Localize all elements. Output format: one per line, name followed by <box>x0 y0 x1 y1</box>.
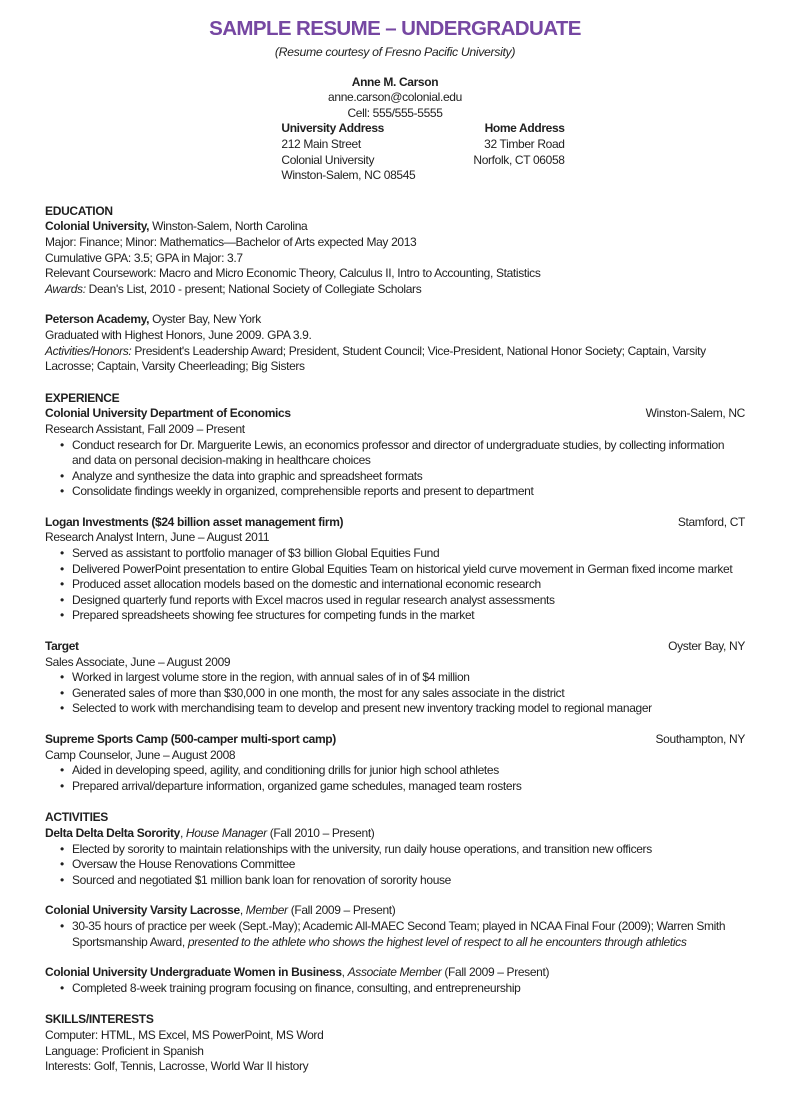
education-detail: Major: Finance; Minor: Mathematics—Bachelor of Arts expected May 2013 <box>45 234 417 249</box>
bullet-text: 30-35 hours of practice per week (Sept.-May); Academic All-MAEC Second Team; played in NCAA Final Four (2009); Warren Smith Sportsmanship Award, <box>72 918 726 949</box>
membership-role: House Manager <box>185 825 267 840</box>
bullet-item: • Analyze and synthesize the data into graphic and spreadsheet formats <box>45 469 745 485</box>
company-name: Supreme Sports Camp (500-camper multi-sport camp) <box>45 732 336 746</box>
section-skills <box>45 1012 745 1074</box>
bullet-item: • Prepared spreadsheets showing fee structures for competing funds in the market <box>45 608 745 624</box>
job-entry <box>45 639 745 717</box>
bullet-item: • Served as assistant to portfolio manager of $3 billion Global Equities Fund <box>45 546 745 562</box>
education-detail: Relevant Coursework: Macro and Micro Economic Theory, Calculus II, Intro to Accounting, Statistics <box>45 266 541 281</box>
organization-name: Colonial University Varsity Lacrosse <box>45 903 240 918</box>
bullet-item: • Conduct research for Dr. Marguerite Lewis, an economics professor and director of undergraduate studies, by collecting information and data on personal decision-making in healthcare choices <box>45 438 745 469</box>
bullet-item: • Prepared arrival/departure information, organized game schedules, managed team rosters <box>45 779 745 795</box>
job-title: Sales Associate, June – August 2009 <box>45 654 231 669</box>
skills-line: Computer: HTML, MS Excel, MS PowerPoint, MS Word <box>45 1027 324 1042</box>
membership-role: Member <box>245 903 288 918</box>
address-columns <box>101 121 745 183</box>
university-address-label: University Address <box>281 121 385 136</box>
company-location: Winston-Salem, NC <box>645 406 745 421</box>
skills-block <box>45 1028 745 1075</box>
school-location: Oyster Bay, New York <box>149 312 261 327</box>
document-subtitle: (Resume courtesy of Fresno Pacific University) <box>274 44 516 59</box>
contact-name: Anne M. Carson <box>351 74 439 89</box>
home-address <box>473 121 564 183</box>
school-location: Winston-Salem, North Carolina <box>149 219 308 234</box>
bullet-item: • Sourced and negotiated $1 million bank loan for renovation of sorority house <box>45 873 745 889</box>
activity-header <box>45 826 745 842</box>
membership-role: Associate Member <box>347 965 442 980</box>
activity-header <box>45 965 745 981</box>
section-heading-experience: EXPERIENCE <box>45 390 120 405</box>
job-header <box>45 406 745 422</box>
bullet-item: • Oversaw the House Renovations Committee <box>45 857 745 873</box>
bullet-item <box>45 919 745 950</box>
separator: , <box>341 965 348 980</box>
separator: , <box>239 903 246 918</box>
awards-text: President's Leadership Award; President, Student Council; Vice-President, National Honor Society; Captain, Varsity Lacrosse; Captain, Varsity Cheerleading; Big Sisters <box>45 343 706 374</box>
job-header <box>45 639 745 655</box>
job-title: Research Assistant, Fall 2009 – Present <box>45 421 245 436</box>
education-school <box>45 219 745 297</box>
company-location: Stamford, CT <box>677 514 745 529</box>
membership-dates: (Fall 2009 – Present) <box>287 903 396 918</box>
membership-dates: (Fall 2010 – Present) <box>266 825 375 840</box>
address-line: Norfolk, CT 06058 <box>473 152 565 167</box>
activity-entry <box>45 965 745 996</box>
activity-bullets <box>45 842 745 889</box>
activity-header <box>45 903 745 919</box>
bullet-item: • Completed 8-week training program focusing on finance, consulting, and entrepreneurship <box>45 981 745 997</box>
section-heading-skills: SKILLS/INTERESTS <box>45 1012 154 1027</box>
address-line: 32 Timber Road <box>484 137 565 151</box>
address-line: Winston-Salem, NC 08545 <box>281 168 416 183</box>
university-address <box>281 121 415 183</box>
education-awards <box>45 282 745 298</box>
organization-name: Delta Delta Delta Sorority <box>45 825 180 840</box>
bullet-item: • Elected by sorority to maintain relationships with the university, run daily house operations, and transition new officers <box>45 842 745 858</box>
skills-line: Interests: Golf, Tennis, Lacrosse, World War II history <box>45 1059 309 1074</box>
company-name: Target <box>45 639 79 654</box>
section-heading-education: EDUCATION <box>45 203 113 218</box>
awards-label: Awards: <box>45 281 86 296</box>
company-location: Southampton, NY <box>655 732 745 746</box>
bullet-item: • Delivered PowerPoint presentation to entire Global Equities Team on historical yield curve movement in German fixed income market <box>45 562 745 578</box>
bullet-italic-text: presented to the athlete who shows the highest level of respect to all he encounters through athletics <box>187 934 687 949</box>
section-experience <box>45 391 745 795</box>
section-education <box>45 204 745 375</box>
job-title: Camp Counselor, June – August 2008 <box>45 747 236 762</box>
education-detail: Graduated with Highest Honors, June 2009. GPA 3.9. <box>45 327 312 342</box>
company-name: Logan Investments ($24 billion asset management firm) <box>45 514 344 529</box>
home-address-label: Home Address <box>484 121 565 136</box>
job-header <box>45 732 745 748</box>
section-heading-activities: ACTIVITIES <box>45 810 109 825</box>
school-line <box>45 219 745 235</box>
activity-bullets <box>45 981 745 997</box>
job-bullets <box>45 763 745 794</box>
school-line <box>45 312 745 328</box>
bullet-item: • Selected to work with merchandising team to develop and present new inventory tracking model to regional manager <box>45 701 745 717</box>
job-bullets <box>45 670 745 717</box>
company-location: Oyster Bay, NY <box>668 639 745 654</box>
address-line: Colonial University <box>281 152 375 167</box>
contact-block <box>45 75 745 184</box>
activity-bullets <box>45 919 745 950</box>
address-line: 212 Main Street <box>281 137 361 151</box>
organization-name: Colonial University Undergraduate Women in Business <box>45 965 342 980</box>
education-detail: Cumulative GPA: 3.5; GPA in Major: 3.7 <box>45 250 243 265</box>
job-header <box>45 515 745 531</box>
skills-line: Language: Proficient in Spanish <box>45 1043 204 1058</box>
job-entry <box>45 406 745 500</box>
separator: , <box>179 825 186 840</box>
awards-text: Dean's List, 2010 - present; National Society of Collegiate Scholars <box>85 281 422 296</box>
document-header <box>45 16 745 184</box>
bullet-item: • Produced asset allocation models based on the domestic and international economic research <box>45 577 745 593</box>
job-entry <box>45 515 745 624</box>
membership-dates: (Fall 2009 – Present) <box>441 965 550 980</box>
job-bullets <box>45 546 745 624</box>
bullet-item: • Designed quarterly fund reports with Excel macros used in regular research analyst assessments <box>45 593 745 609</box>
contact-phone: Cell: 555/555-5555 <box>347 105 443 120</box>
contact-email: anne.carson@colonial.edu <box>328 90 462 105</box>
bullet-item: • Consolidate findings weekly in organized, comprehensible reports and present to department <box>45 484 745 500</box>
bullet-item: • Worked in largest volume store in the region, with annual sales of in of $4 million <box>45 670 745 686</box>
job-title: Research Analyst Intern, June – August 2011 <box>45 530 270 545</box>
job-bullets <box>45 438 745 500</box>
education-school <box>45 312 745 374</box>
education-awards <box>45 344 745 375</box>
awards-label: Activities/Honors: <box>45 343 132 358</box>
company-name: Colonial University Department of Economics <box>45 406 291 421</box>
section-activities <box>45 810 745 996</box>
activity-entry <box>45 826 745 888</box>
bullet-item: • Aided in developing speed, agility, and conditioning drills for junior high school athletes <box>45 763 745 779</box>
school-name: Peterson Academy, <box>45 312 150 327</box>
job-entry <box>45 732 745 794</box>
bullet-item: • Generated sales of more than $30,000 in one month, the most for any sales associate in the district <box>45 686 745 702</box>
school-name: Colonial University, <box>45 219 150 234</box>
activity-entry <box>45 903 745 950</box>
document-title: SAMPLE RESUME – UNDERGRADUATE <box>209 17 581 40</box>
